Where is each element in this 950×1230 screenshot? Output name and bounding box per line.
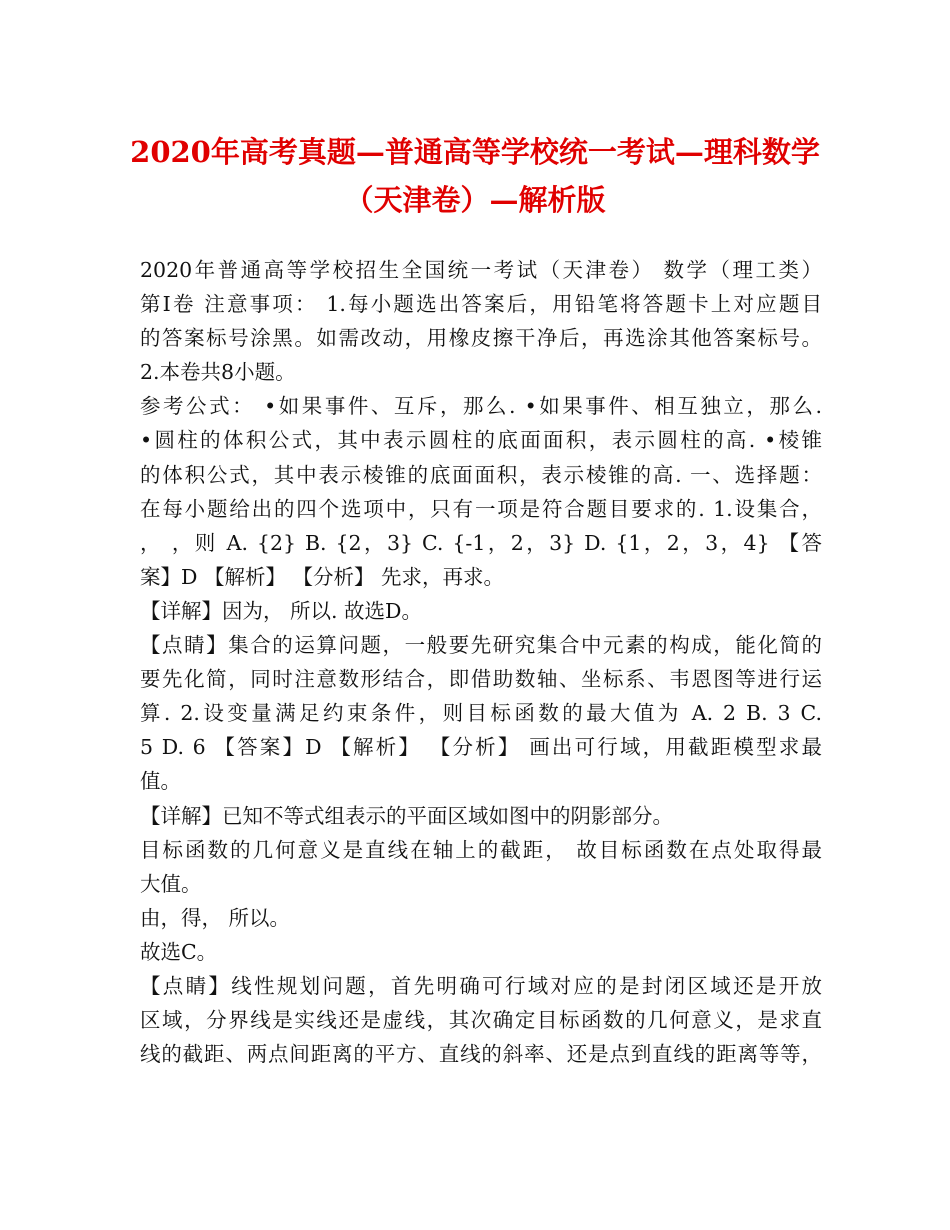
body-line-18: 目标函数的几何意义是直线在轴上的截距， 故目标函数在点处取得最 [140, 837, 822, 862]
body-line-13: 要先化简，同时注意数形结合，即借助数轴、坐标系、韦恩图等进行运 [140, 667, 822, 692]
body-line-12: 【点睛】集合的运算问题，一般要先研究集合中元素的构成，能化简的 [140, 633, 822, 658]
body-line-15: 5 D. 6 【答案】D 【解析】 【分析】 画出可行域，用截距模型求最 [140, 735, 822, 760]
body-line-21: 故选C。 [140, 939, 218, 964]
body-line-22: 【点睛】线性规划问题，首先明确可行域对应的是封闭区域还是开放 [140, 973, 822, 998]
body-line-2: 第Ⅰ卷 注意事项： 1.每小题选出答案后，用铅笔将答题卡上对应题目 [140, 292, 822, 317]
body-line-24: 线的截距、两点间距离的平方、直线的斜率、还是点到直线的距离等等， [140, 1042, 822, 1067]
body-line-7: 的体积公式，其中表示棱锥的底面面积，表示棱锥的高. 一、选择题： [140, 462, 822, 487]
document-body [140, 253, 822, 1071]
body-line-10: 案】D 【解析】 【分析】 先求，再求。 [140, 564, 504, 589]
body-line-14: 算. 2.设变量满足约束条件，则目标函数的最大值为 A. 2 B. 3 C. [140, 701, 822, 726]
body-line-8: 在每小题给出的四个选项中，只有一项是符合题目要求的. 1.设集合， [140, 496, 822, 521]
body-line-16: 值。 [140, 769, 181, 794]
body-line-19: 大值。 [140, 871, 202, 896]
title-line-1: 2020年高考真题—普通高等学校统一考试—理科数学 [130, 135, 820, 169]
body-line-9: ， ，则 A. {2} B. {2，3} C. {-1，2，3} D. {1，2，3，4} 【答 [140, 530, 822, 555]
body-line-1: 2020年普通高等学校招生全国统一考试（天津卷） 数学（理工类） [140, 258, 822, 282]
body-line-17: 【详解】已知不等式组表示的平面区域如图中的阴影部分。 [140, 803, 673, 828]
body-line-4: 2.本卷共8小题。 [140, 360, 296, 385]
body-line-3: 的答案标号涂黑。如需改动，用橡皮擦干净后，再选涂其他答案标号。 [140, 326, 822, 351]
body-line-5: 参考公式： •如果事件、互斥，那么. •如果事件、相互独立，那么. [140, 394, 822, 419]
body-line-23: 区域，分界线是实线还是虚线，其次确定目标函数的几何意义，是求直 [140, 1008, 822, 1033]
title-line-2: （天津卷）—解析版 [344, 183, 606, 217]
document-title [120, 128, 830, 224]
body-line-6: •圆柱的体积公式，其中表示圆柱的底面面积，表示圆柱的高. •棱锥 [140, 428, 822, 453]
body-line-11: 【详解】因为， 所以. 故选D。 [140, 598, 422, 623]
body-line-20: 由，得， 所以。 [140, 905, 291, 930]
